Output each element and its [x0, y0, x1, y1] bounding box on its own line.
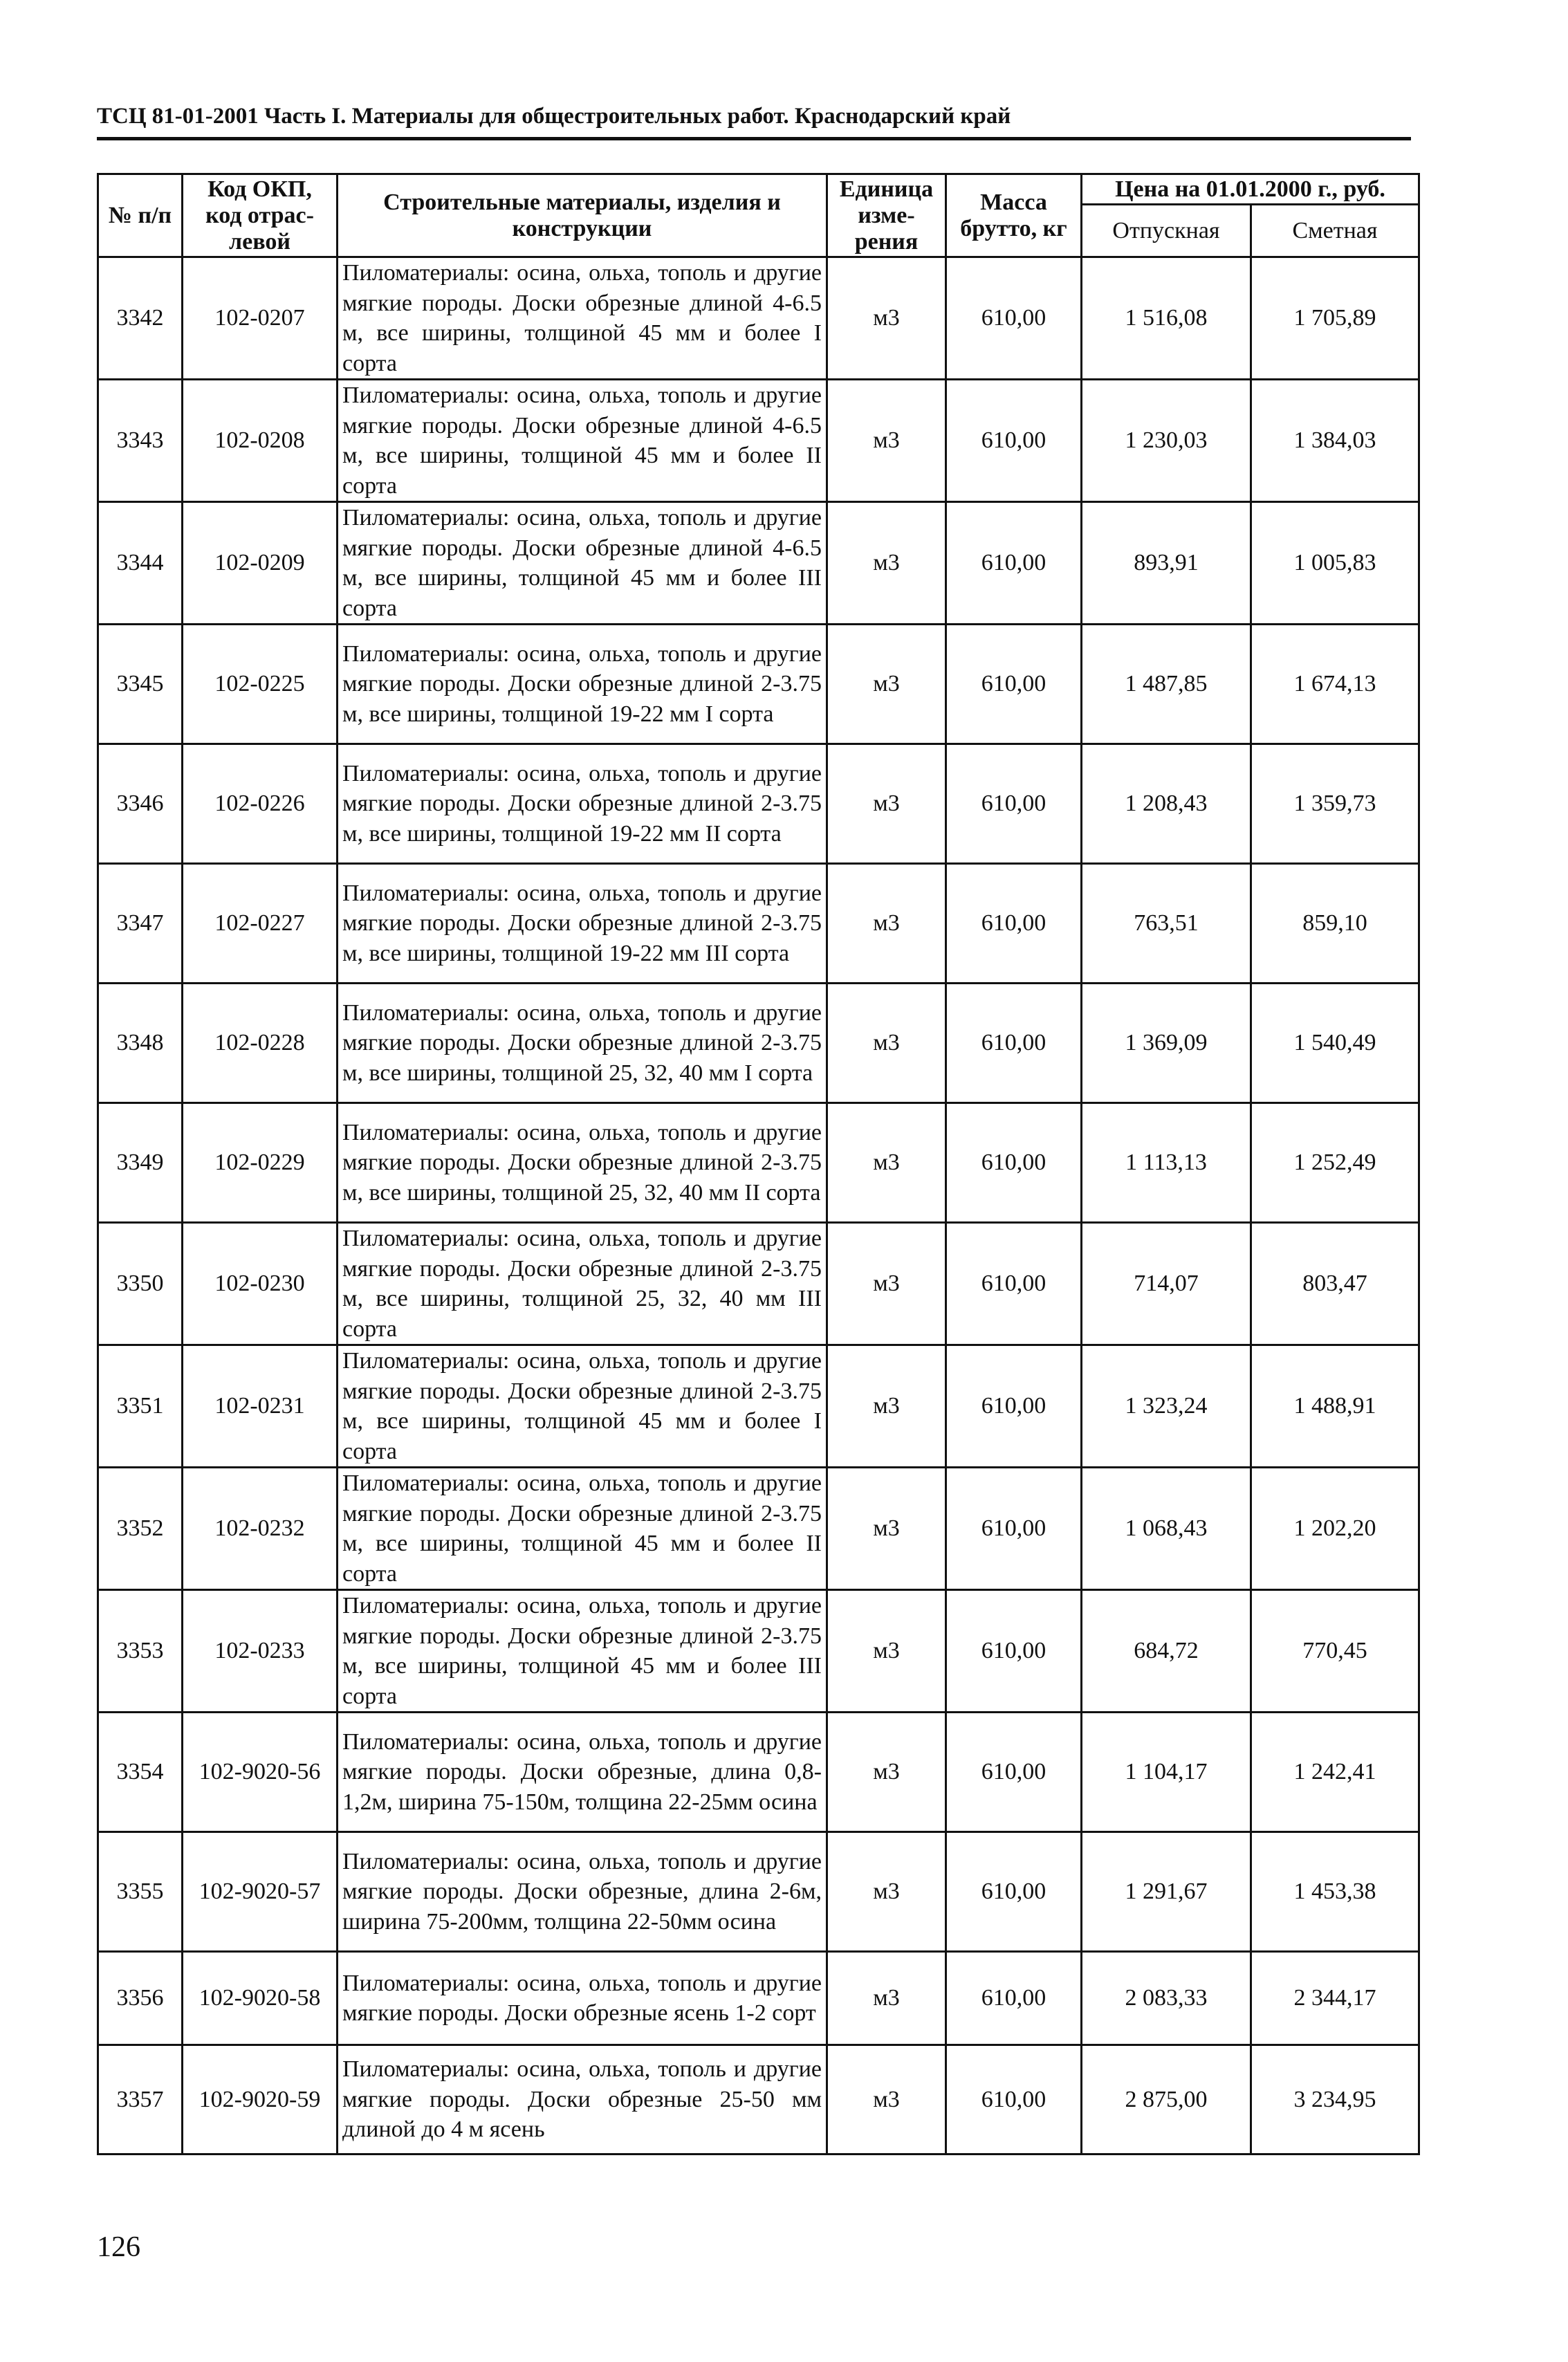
row-num-cell: 3356	[98, 1952, 183, 2045]
row-num-cell: 3342	[98, 257, 183, 380]
row-price-release-cell: 1 516,08	[1082, 257, 1251, 380]
row-num-cell: 3348	[98, 984, 183, 1103]
row-price-release-cell: 684,72	[1082, 1590, 1251, 1713]
row-price-release-cell: 2 083,33	[1082, 1952, 1251, 2045]
row-unit-cell: м3	[827, 1952, 946, 2045]
row-code-cell: 102-9020-56	[183, 1713, 338, 1832]
row-price-estimate-cell: 770,45	[1251, 1590, 1419, 1713]
row-description-cell: Пиломатериалы: осина, ольха, тополь и другие мягкие породы. Доски обрезные, длина 0,8-1,2м, ширина 75-150м, толщина 22-25мм осина	[338, 1713, 827, 1832]
row-num-cell: 3349	[98, 1103, 183, 1223]
table-row	[98, 1590, 1419, 1713]
row-description-cell: Пиломатериалы: осина, ольха, тополь и другие мягкие породы. Доски обрезные длиной 2-3.75 м, все ширины, толщиной 45 мм и более III сорта	[338, 1590, 827, 1713]
row-price-estimate-cell: 1 359,73	[1251, 744, 1419, 864]
row-unit-cell: м3	[827, 2045, 946, 2155]
row-mass-cell: 610,00	[946, 1468, 1082, 1590]
row-description-cell: Пиломатериалы: осина, ольха, тополь и другие мягкие породы. Доски обрезные длиной 2-3.75 м, все ширины, толщиной 25, 32, 40 мм I сорта	[338, 984, 827, 1103]
row-price-estimate-cell: 1 488,91	[1251, 1345, 1419, 1468]
table-row	[98, 502, 1419, 625]
table-row	[98, 625, 1419, 744]
row-num-cell: 3343	[98, 380, 183, 502]
col-header-material: Строительные материалы, изделия и конструкции	[338, 174, 827, 257]
table-row	[98, 1713, 1419, 1832]
row-price-release-cell: 1 208,43	[1082, 744, 1251, 864]
row-mass-cell: 610,00	[946, 1832, 1082, 1952]
row-price-estimate-cell: 803,47	[1251, 1223, 1419, 1345]
row-unit-cell: м3	[827, 984, 946, 1103]
row-unit-cell: м3	[827, 380, 946, 502]
row-code-cell: 102-0228	[183, 984, 338, 1103]
table-row	[98, 1832, 1419, 1952]
row-unit-cell: м3	[827, 1345, 946, 1468]
row-mass-cell: 610,00	[946, 2045, 1082, 2155]
row-num-cell: 3351	[98, 1345, 183, 1468]
row-mass-cell: 610,00	[946, 1952, 1082, 2045]
row-description-cell: Пиломатериалы: осина, ольха, тополь и другие мягкие породы. Доски обрезные длиной 2-3.75 м, все ширины, толщиной 25, 32, 40 мм II сорта	[338, 1103, 827, 1223]
row-code-cell: 102-0231	[183, 1345, 338, 1468]
row-mass-cell: 610,00	[946, 380, 1082, 502]
row-num-cell: 3350	[98, 1223, 183, 1345]
col-header-unit: Единица изме-рения	[827, 174, 946, 257]
row-price-release-cell: 714,07	[1082, 1223, 1251, 1345]
row-num-cell: 3344	[98, 502, 183, 625]
row-unit-cell: м3	[827, 1590, 946, 1713]
row-description-cell: Пиломатериалы: осина, ольха, тополь и другие мягкие породы. Доски обрезные длиной 2-3.75 м, все ширины, толщиной 19-22 мм III сорта	[338, 864, 827, 984]
row-code-cell: 102-0233	[183, 1590, 338, 1713]
row-code-cell: 102-0227	[183, 864, 338, 984]
row-mass-cell: 610,00	[946, 1103, 1082, 1223]
col-header-price-estimate: Сметная	[1251, 205, 1419, 257]
row-code-cell: 102-0230	[183, 1223, 338, 1345]
row-price-release-cell: 1 487,85	[1082, 625, 1251, 744]
row-code-cell: 102-0225	[183, 625, 338, 744]
row-price-release-cell: 893,91	[1082, 502, 1251, 625]
row-price-release-cell: 2 875,00	[1082, 2045, 1251, 2155]
row-unit-cell: м3	[827, 1103, 946, 1223]
row-price-release-cell: 763,51	[1082, 864, 1251, 984]
table-body	[98, 257, 1419, 2155]
table-row	[98, 380, 1419, 502]
row-price-release-cell: 1 068,43	[1082, 1468, 1251, 1590]
row-mass-cell: 610,00	[946, 984, 1082, 1103]
row-code-cell: 102-0209	[183, 502, 338, 625]
row-mass-cell: 610,00	[946, 864, 1082, 984]
row-price-estimate-cell: 859,10	[1251, 864, 1419, 984]
header-rule	[97, 137, 1411, 140]
row-num-cell: 3345	[98, 625, 183, 744]
row-description-cell: Пиломатериалы: осина, ольха, тополь и другие мягкие породы. Доски обрезные длиной 4-6.5 м, все ширины, толщиной 45 мм и более II сорта	[338, 380, 827, 502]
row-mass-cell: 610,00	[946, 1590, 1082, 1713]
table-row	[98, 744, 1419, 864]
row-unit-cell: м3	[827, 1223, 946, 1345]
table-row	[98, 1468, 1419, 1590]
row-mass-cell: 610,00	[946, 502, 1082, 625]
page-number: 126	[97, 2231, 140, 2263]
row-mass-cell: 610,00	[946, 744, 1082, 864]
row-price-release-cell: 1 323,24	[1082, 1345, 1251, 1468]
row-unit-cell: м3	[827, 257, 946, 380]
row-mass-cell: 610,00	[946, 257, 1082, 380]
table-row	[98, 2045, 1419, 2155]
row-price-estimate-cell: 1 705,89	[1251, 257, 1419, 380]
row-num-cell: 3354	[98, 1713, 183, 1832]
row-code-cell: 102-0229	[183, 1103, 338, 1223]
table-row	[98, 1223, 1419, 1345]
table-row	[98, 1345, 1419, 1468]
col-header-price-group: Цена на 01.01.2000 г., руб.	[1082, 174, 1419, 205]
row-code-cell: 102-9020-58	[183, 1952, 338, 2045]
row-price-estimate-cell: 1 252,49	[1251, 1103, 1419, 1223]
row-description-cell: Пиломатериалы: осина, ольха, тополь и другие мягкие породы. Доски обрезные 25-50 мм длиной до 4 м ясень	[338, 2045, 827, 2155]
col-header-num: № п/п	[98, 174, 183, 257]
row-code-cell: 102-0232	[183, 1468, 338, 1590]
table-row	[98, 1103, 1419, 1223]
row-price-estimate-cell: 1 384,03	[1251, 380, 1419, 502]
row-num-cell: 3352	[98, 1468, 183, 1590]
table-row	[98, 1952, 1419, 2045]
row-description-cell: Пиломатериалы: осина, ольха, тополь и другие мягкие породы. Доски обрезные длиной 2-3.75 м, все ширины, толщиной 19-22 мм I сорта	[338, 625, 827, 744]
row-price-release-cell: 1 230,03	[1082, 380, 1251, 502]
row-code-cell: 102-0226	[183, 744, 338, 864]
row-price-estimate-cell: 1 242,41	[1251, 1713, 1419, 1832]
col-header-mass: Масса брутто, кг	[946, 174, 1082, 257]
row-price-release-cell: 1 113,13	[1082, 1103, 1251, 1223]
row-num-cell: 3355	[98, 1832, 183, 1952]
row-num-cell: 3353	[98, 1590, 183, 1713]
col-header-code: Код ОКП, код отрас-левой	[183, 174, 338, 257]
page-header-title: ТСЦ 81-01-2001 Часть I. Материалы для общестроительных работ. Краснодарский край	[97, 104, 1011, 129]
materials-price-table	[97, 173, 1420, 2155]
row-mass-cell: 610,00	[946, 625, 1082, 744]
row-price-release-cell: 1 104,17	[1082, 1713, 1251, 1832]
table-row	[98, 257, 1419, 380]
row-price-estimate-cell: 1 453,38	[1251, 1832, 1419, 1952]
row-num-cell: 3357	[98, 2045, 183, 2155]
row-description-cell: Пиломатериалы: осина, ольха, тополь и другие мягкие породы. Доски обрезные, длина 2-6м, ширина 75-200мм, толщина 22-50мм осина	[338, 1832, 827, 1952]
col-header-price-release: Отпускная	[1082, 205, 1251, 257]
row-price-estimate-cell: 3 234,95	[1251, 2045, 1419, 2155]
row-description-cell: Пиломатериалы: осина, ольха, тополь и другие мягкие породы. Доски обрезные длиной 2-3.75 м, все ширины, толщиной 45 мм и более II сорта	[338, 1468, 827, 1590]
row-description-cell: Пиломатериалы: осина, ольха, тополь и другие мягкие породы. Доски обрезные длиной 2-3.75 м, все ширины, толщиной 19-22 мм II сорта	[338, 744, 827, 864]
table-row	[98, 864, 1419, 984]
row-price-estimate-cell: 1 202,20	[1251, 1468, 1419, 1590]
row-mass-cell: 610,00	[946, 1223, 1082, 1345]
row-price-estimate-cell: 2 344,17	[1251, 1952, 1419, 2045]
row-description-cell: Пиломатериалы: осина, ольха, тополь и другие мягкие породы. Доски обрезные длиной 4-6.5 м, все ширины, толщиной 45 мм и более III сорта	[338, 502, 827, 625]
row-price-release-cell: 1 291,67	[1082, 1832, 1251, 1952]
row-code-cell: 102-9020-57	[183, 1832, 338, 1952]
row-mass-cell: 610,00	[946, 1713, 1082, 1832]
row-unit-cell: м3	[827, 864, 946, 984]
table-row	[98, 984, 1419, 1103]
row-num-cell: 3347	[98, 864, 183, 984]
row-mass-cell: 610,00	[946, 1345, 1082, 1468]
row-unit-cell: м3	[827, 502, 946, 625]
row-price-estimate-cell: 1 674,13	[1251, 625, 1419, 744]
row-unit-cell: м3	[827, 1468, 946, 1590]
row-description-cell: Пиломатериалы: осина, ольха, тополь и другие мягкие породы. Доски обрезные длиной 4-6.5 м, все ширины, толщиной 45 мм и более I сорта	[338, 257, 827, 380]
row-description-cell: Пиломатериалы: осина, ольха, тополь и другие мягкие породы. Доски обрезные длиной 2-3.75 м, все ширины, толщиной 25, 32, 40 мм III сорта	[338, 1223, 827, 1345]
row-unit-cell: м3	[827, 744, 946, 864]
row-description-cell: Пиломатериалы: осина, ольха, тополь и другие мягкие породы. Доски обрезные длиной 2-3.75 м, все ширины, толщиной 45 мм и более I сорта	[338, 1345, 827, 1468]
row-code-cell: 102-9020-59	[183, 2045, 338, 2155]
row-unit-cell: м3	[827, 625, 946, 744]
row-price-estimate-cell: 1 540,49	[1251, 984, 1419, 1103]
row-unit-cell: м3	[827, 1713, 946, 1832]
row-price-estimate-cell: 1 005,83	[1251, 502, 1419, 625]
row-num-cell: 3346	[98, 744, 183, 864]
row-code-cell: 102-0208	[183, 380, 338, 502]
row-description-cell: Пиломатериалы: осина, ольха, тополь и другие мягкие породы. Доски обрезные ясень 1-2 сорт	[338, 1952, 827, 2045]
row-code-cell: 102-0207	[183, 257, 338, 380]
row-unit-cell: м3	[827, 1832, 946, 1952]
row-price-release-cell: 1 369,09	[1082, 984, 1251, 1103]
